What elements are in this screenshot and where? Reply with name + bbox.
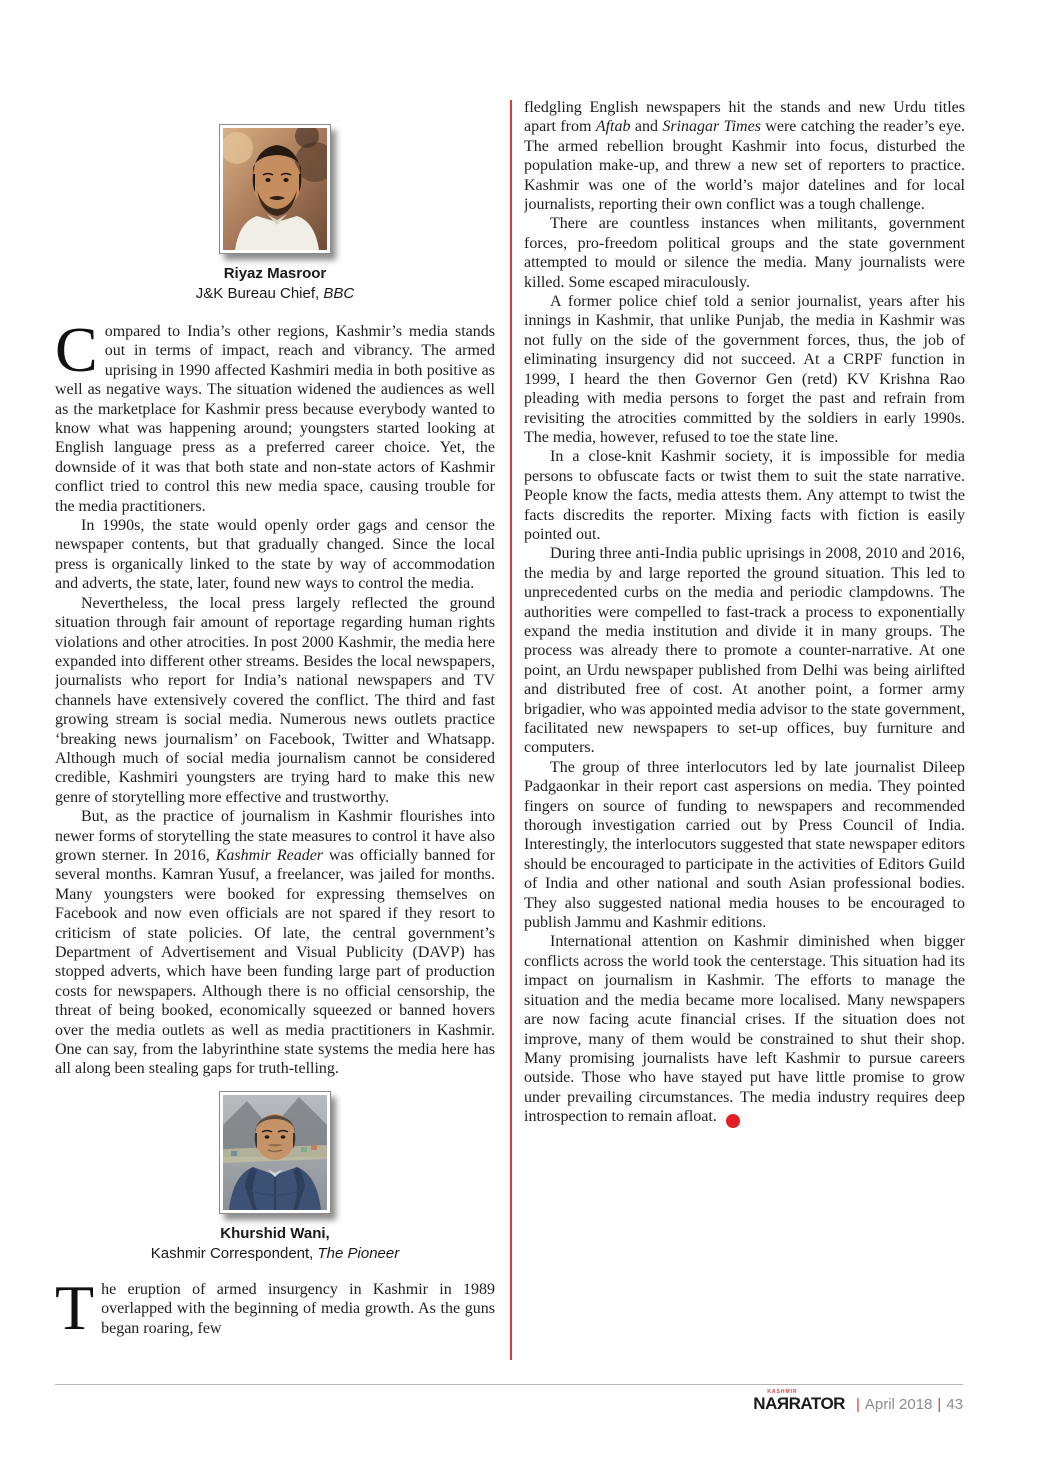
footer-page-number: 43 <box>946 1396 963 1413</box>
paragraph <box>524 98 965 214</box>
paragraph <box>524 447 965 544</box>
caption-role: Kashmir Correspondent, <box>150 1244 318 1262</box>
drop-cap: T <box>55 1271 95 1343</box>
column-divider-rule <box>510 100 512 1360</box>
page-footer <box>753 1389 963 1414</box>
body-text: fledgling English newspapers hit the stands and new Urdu titles apart from <box>524 99 965 136</box>
caption-riyaz-masroor <box>55 264 495 304</box>
footer-rule <box>55 1384 963 1385</box>
paragraph <box>524 292 965 447</box>
body-text: ompared to India’s other regions, Kashmir’s media stands out in terms of impact, reach and vibrancy. The armed uprising in 1990 affected Kashmiri media in both positive as well as negative ways. The situation widened the audiences as well as the marketplace for Kashmir press because everybody wanted to know what was happening around; youngsters started looking at English language press as a preferred career choice. Yet, the downside of it was that both state and non-state actors of Kashmir conflict tried to control this new media space, causing trouble for the media practitioners. <box>55 323 495 515</box>
photo-block-khurshid-wani <box>219 1091 331 1214</box>
narrator-logo-text: NAЯRATOR <box>753 1394 845 1413</box>
body-text: During three anti-India public uprisings in 2008, 2010 and 2016, the media by and large reported the ground situation. This led to unprecedented curbs on the media and periodic clampdowns. The authorities were compelled to fast-track a process to exponentially expand the media institution and divide it in many groups. The process was already there to promote a counter-narrative. At one point, an Urdu newspaper published from Delhi was being airlifted and distributed free of cost. At another point, a former army brigadier, who was appointed media advisor to the state government, facilitated new newspapers to set-up offices, buy furniture and computers. <box>524 545 965 757</box>
body-text: Nevertheless, the local press largely reflected the ground situation through fair amount of reportage regarding human rights violations and other atrocities. In post 2000 Kashmir, the media here expanded into different other streams. Besides the local newspapers, journalists who report for India’s national newspapers and TV channels have extensively covered the conflict. The third and fast growing stream is social media. Numerous news outlets practice ‘breaking news journalism’ on Facebook, Twitter and Whatsapp. Although much of social media journalism cannot be considered credible, Kashmiri youngsters are trying hard to make this new genre of storytelling more effective and trustworthy. <box>55 594 495 806</box>
footer-separator: | <box>937 1396 942 1413</box>
body-text: were catching the reader’s eye. The armed rebellion brought Kashmir into focus, disturbed the population make-up, and threw a new set of reporters to practice. Kashmir was one of the world’s major datelines and for local journalists, reporting their own conflict was a tough challenge. <box>524 118 965 214</box>
narrator-logo-kashmir-label: KASHMIR <box>767 1389 798 1395</box>
portrait-photo-riyaz-masroor <box>219 124 331 254</box>
body-text: There are countless instances when militants, government forces, pro-freedom political groups and the state government attempted to mould or silence the media. Many journalists were killed. Some escaped miraculously. <box>524 215 965 291</box>
photo-block-riyaz-masroor <box>219 124 331 254</box>
paragraph <box>55 807 495 1079</box>
italic-text: Srinagar Times <box>662 118 761 136</box>
caption-name: Khurshid Wani, <box>220 1224 330 1242</box>
left-column <box>55 100 495 1392</box>
article-text-right <box>524 98 965 1128</box>
caption-name: Riyaz Masroor <box>223 265 327 282</box>
body-text: In 1990s, the state would openly order gags and censor the newspaper contents, but that gradually changed. Since the local press is organically linked to the state by way of accommodation and adverts, the state, later, found new ways to control the media. <box>55 517 495 593</box>
paragraph <box>524 758 965 933</box>
right-column <box>524 98 965 1370</box>
caption-organization: BBC <box>323 285 355 302</box>
caption-role-line <box>55 284 495 304</box>
portrait-photo-khurshid-wani <box>219 1091 331 1214</box>
paragraph <box>524 932 965 1128</box>
body-text: The group of three interlocutors led by late journalist Dileep Padgaonkar in their report cast aspersions on media. They pointed fingers on source of funding to newspapers and recommended thorough investigation carried out by Press Council of India. Interestingly, the interlocutors suggested that state newspaper editors should be encouraged to participate in the activities of Editors Guild of India and other national and south Asian professional bodies. They also suggested national media houses to be encouraged to publish Jammu and Kashmir editions. <box>524 758 965 932</box>
article-text-left-top <box>55 314 495 1079</box>
paragraph <box>524 544 965 757</box>
narrator-logo <box>753 1389 845 1414</box>
body-text: was officially banned for several months. Kamran Yusuf, a freelancer, was jailed for months. Many youngsters were booked for expressing themselves on Facebook and now even officials are not spared if they resort to criticism of state policies. Of late, the central government’s Department of Advertisement and Visual Publicity (DAVP) has stopped adverts, which have been funding large part of production costs for newspapers. Although there is no official censorship, the threat of being booked, economically squeezed or banned hovers over the media outlets as well as media practitioners in Kashmir. One can say, from the labyrinthine state systems the media here has all along been stealing gaps for truth-telling. <box>55 846 495 1078</box>
caption-khurshid-wani <box>55 1224 495 1264</box>
khurshid-wani-portrait-illustration <box>223 1095 327 1210</box>
caption-role-line <box>55 1244 495 1264</box>
paragraph <box>55 594 495 807</box>
article-end-mark-icon: N <box>726 1114 740 1128</box>
paragraph <box>55 516 495 594</box>
body-text: International attention on Kashmir diminished when bigger conflicts across the world took the centerstage. This situation had its impact on journalism in Kashmir. The efforts to manage the situation and the media became more localised. Many newspapers are now facing acute financial crises. If the situation does not improve, many of them would be constrained to shut their shop. Many promising journalists have left Kashmir to pursue careers outside. Those who have stayed put have little promise to grow under prevailing circumstances. The media industry requires deep introspection to remain afloat. <box>524 933 965 1126</box>
body-text: he eruption of armed insurgency in Kashmir in 1989 overlapped with the beginning of media growth. As the guns began roaring, few <box>101 1280 495 1337</box>
paragraph <box>55 314 495 516</box>
caption-organization: The Pioneer <box>317 1244 400 1262</box>
body-text: In a close-knit Kashmir society, it is impossible for media persons to obfuscate facts or twist them to suit the state narrative. People know the facts, media attests them. Any attempt to twist the facts discredits the reporter. Mixing facts with fiction is easily pointed out. <box>524 448 965 543</box>
body-text: But, as the practice of journalism in Kashmir flourishes into newer forms of storytelling the state measures to control it have also grown sterner. In 2016, <box>55 808 495 864</box>
italic-text: Kashmir Reader <box>215 846 324 864</box>
drop-cap: C <box>55 314 98 385</box>
article-text-left-bottom <box>55 1271 495 1343</box>
paragraph <box>524 214 965 292</box>
body-text: A former police chief told a senior journalist, years after his innings in Kashmir, that unlike Punjab, the media in Kashmir was not fully on the side of the government forces, thus, the job of eliminating insurgency did not succeed. At a CRPF function in 1999, I heard the then Governor Gen (retd) KV Krishna Rao pleading with media persons to forget the past and refrain from revisiting the atrocities committed by the soldiers in early 1990s. The media, however, refused to toe the state line. <box>524 293 965 446</box>
footer-date: April 2018 <box>864 1396 933 1413</box>
footer-separator: | <box>855 1396 860 1413</box>
riyaz-masroor-portrait-illustration <box>223 128 327 250</box>
italic-text: Aftab <box>595 118 631 136</box>
body-text: and <box>630 118 663 136</box>
paragraph <box>55 1271 495 1343</box>
caption-role: J&K Bureau Chief, <box>195 285 324 302</box>
